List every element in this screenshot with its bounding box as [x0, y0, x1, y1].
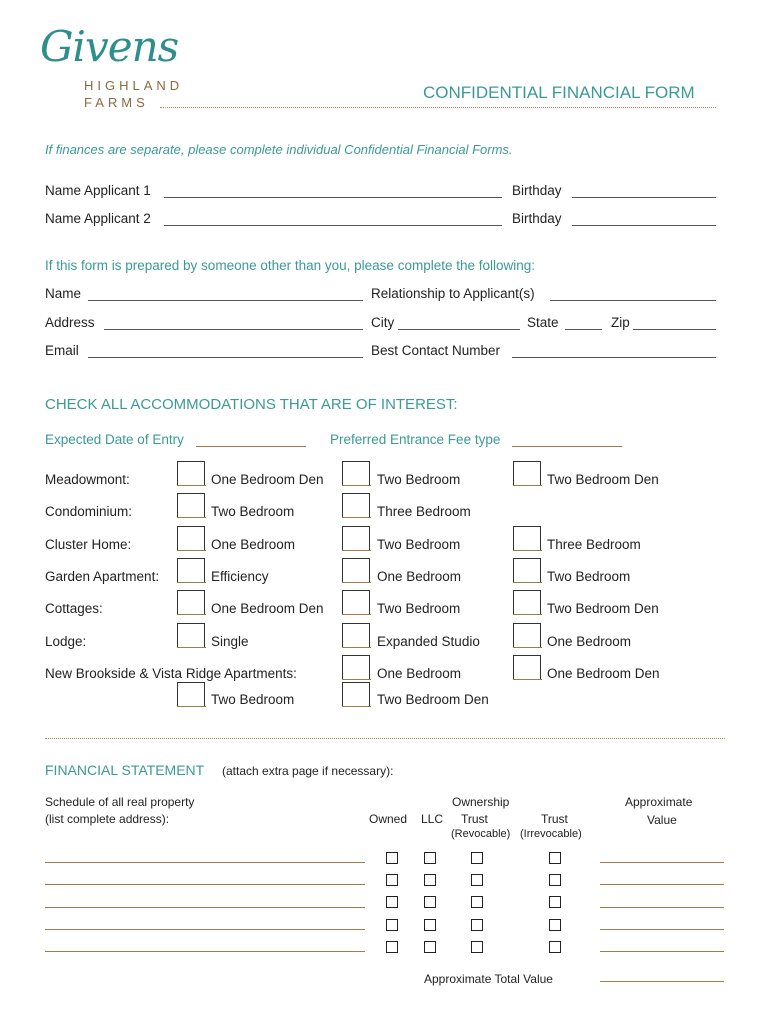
property-address-field[interactable]: [45, 862, 365, 863]
garden-apartment-opt3-checkbox[interactable]: [513, 558, 541, 582]
name-applicant-2-label: Name Applicant 2: [45, 211, 151, 226]
garden-apartment-opt1-checkbox[interactable]: [177, 558, 205, 582]
state-label: State: [527, 315, 559, 330]
preparer-heading: If this form is prepared by someone other than you, please complete the following:: [45, 258, 536, 273]
owned-checkbox[interactable]: [386, 941, 398, 953]
cluster-home-opt1-label: One Bedroom: [211, 537, 296, 552]
cottages-opt1-label: One Bedroom Den: [211, 601, 324, 616]
trust-irrevocable-checkbox[interactable]: [549, 896, 561, 908]
cottages-label: Cottages:: [45, 601, 103, 616]
property-value-field[interactable]: [600, 884, 724, 885]
condominium-opt2-checkbox[interactable]: [342, 493, 370, 517]
section-divider: [45, 738, 725, 739]
brookside-vista-opt2-label: One Bedroom Den: [547, 666, 660, 681]
property-value-field[interactable]: [600, 907, 724, 908]
entrance-fee-label: Preferred Entrance Fee type: [330, 432, 501, 447]
meadowmont-opt3-checkbox[interactable]: [513, 461, 541, 485]
brookside-vista-opt1-label: One Bedroom: [377, 666, 462, 681]
cottages-opt1-checkbox[interactable]: [177, 590, 205, 614]
total-value-field[interactable]: [600, 981, 724, 982]
owned-header: Owned: [369, 812, 408, 826]
cluster-home-opt3-checkbox[interactable]: [513, 526, 541, 550]
garden-apartment-opt2-label: One Bedroom: [377, 569, 462, 584]
garden-apartment-opt3-label: Two Bedroom: [547, 569, 631, 584]
llc-header: LLC: [421, 812, 444, 826]
meadowmont-opt1-checkbox[interactable]: [177, 461, 205, 485]
brookside-vista-label: New Brookside & Vista Ridge Apartments:: [45, 666, 297, 681]
trust-revocable-header: Trust: [461, 812, 488, 826]
property-value-field[interactable]: [600, 862, 724, 863]
meadowmont-opt2-label: Two Bedroom: [377, 472, 461, 487]
trust-revocable-checkbox[interactable]: [471, 852, 483, 864]
lodge-opt1-checkbox[interactable]: [177, 623, 205, 647]
meadowmont-opt1-label: One Bedroom Den: [211, 472, 324, 487]
email-field[interactable]: [88, 357, 363, 358]
condominium-opt1-label: Two Bedroom: [211, 504, 295, 519]
owned-checkbox[interactable]: [386, 919, 398, 931]
ownership-header: Ownership: [452, 795, 510, 809]
cluster-home-label: Cluster Home:: [45, 537, 132, 552]
address-field[interactable]: [104, 329, 363, 330]
city-field[interactable]: [398, 329, 520, 330]
value-header: Value: [647, 813, 677, 827]
zip-field[interactable]: [633, 329, 716, 330]
brookside-vista-opt3-checkbox[interactable]: [177, 682, 205, 706]
email-label: Email: [45, 343, 79, 358]
llc-checkbox[interactable]: [424, 852, 436, 864]
lodge-opt3-label: One Bedroom: [547, 634, 632, 649]
llc-checkbox[interactable]: [424, 874, 436, 886]
financial-heading-note: (attach extra page if necessary):: [222, 764, 394, 778]
brookside-vista-opt2-checkbox[interactable]: [513, 655, 541, 679]
address-label: Address: [45, 315, 95, 330]
brookside-vista-opt4-checkbox[interactable]: [342, 682, 370, 706]
garden-apartment-opt2-checkbox[interactable]: [342, 558, 370, 582]
accommodations-heading: CHECK ALL ACCOMMODATIONS THAT ARE OF INTEREST:: [45, 396, 458, 413]
lodge-opt1-label: Single: [211, 634, 249, 649]
preparer-name-label: Name: [45, 286, 82, 301]
cottages-opt2-checkbox[interactable]: [342, 590, 370, 614]
property-value-field[interactable]: [600, 929, 724, 930]
cluster-home-opt3-label: Three Bedroom: [547, 537, 641, 552]
trust-revocable-checkbox[interactable]: [471, 896, 483, 908]
schedule-note: (list complete address):: [45, 812, 170, 826]
schedule-label: Schedule of all real property: [45, 795, 195, 809]
brookside-vista-opt4-label: Two Bedroom Den: [377, 692, 489, 707]
garden-apartment-opt1-label: Efficiency: [211, 569, 269, 584]
trust-irrevocable-header: Trust: [541, 812, 568, 826]
property-value-field[interactable]: [600, 951, 724, 952]
birthday-2-label: Birthday: [512, 211, 562, 226]
lodge-opt2-label: Expanded Studio: [377, 634, 480, 649]
preparer-name-field[interactable]: [88, 300, 363, 301]
lodge-label: Lodge:: [45, 634, 87, 649]
owned-checkbox[interactable]: [386, 852, 398, 864]
cluster-home-opt1-checkbox[interactable]: [177, 526, 205, 550]
name-applicant-2-field[interactable]: [164, 225, 502, 226]
cottages-opt3-label: Two Bedroom Den: [547, 601, 659, 616]
logo-script: Givens: [40, 22, 179, 71]
logo-line1: HIGHLAND: [84, 78, 184, 93]
owned-checkbox[interactable]: [386, 896, 398, 908]
cottages-opt2-label: Two Bedroom: [377, 601, 461, 616]
garden-apartment-label: Garden Apartment:: [45, 569, 160, 584]
birthday-2-field[interactable]: [572, 225, 716, 226]
condominium-opt1-checkbox[interactable]: [177, 493, 205, 517]
expected-date-label: Expected Date of Entry: [45, 432, 184, 447]
llc-checkbox[interactable]: [424, 941, 436, 953]
title-divider: [160, 107, 716, 108]
trust-irrevocable-checkbox[interactable]: [549, 919, 561, 931]
lodge-opt3-checkbox[interactable]: [513, 623, 541, 647]
meadowmont-label: Meadowmont:: [45, 472, 130, 487]
entrance-fee-field[interactable]: [512, 446, 622, 447]
property-address-field[interactable]: [45, 951, 365, 952]
logo: [40, 22, 210, 112]
meadowmont-opt2-checkbox[interactable]: [342, 461, 370, 485]
city-label: City: [371, 315, 395, 330]
best-contact-label: Best Contact Number: [371, 343, 501, 358]
lodge-opt2-checkbox[interactable]: [342, 623, 370, 647]
birthday-1-label: Birthday: [512, 183, 562, 198]
relationship-label: Relationship to Applicant(s): [371, 286, 535, 301]
trust-revocable-checkbox[interactable]: [471, 874, 483, 886]
approximate-header: Approximate: [625, 795, 693, 809]
cottages-opt3-checkbox[interactable]: [513, 590, 541, 614]
trust-irrevocable-checkbox[interactable]: [549, 852, 561, 864]
cluster-home-opt2-checkbox[interactable]: [342, 526, 370, 550]
property-address-field[interactable]: [45, 929, 365, 930]
trust-irrevocable-checkbox[interactable]: [549, 941, 561, 953]
birthday-1-field[interactable]: [572, 197, 716, 198]
relationship-field[interactable]: [550, 300, 716, 301]
expected-date-field[interactable]: [196, 446, 306, 447]
trust-irrevocable-checkbox[interactable]: [549, 874, 561, 886]
financial-heading: FINANCIAL STATEMENT: [45, 762, 205, 778]
form-title: CONFIDENTIAL FINANCIAL FORM: [423, 83, 695, 102]
trust-revocable-checkbox[interactable]: [471, 941, 483, 953]
condominium-opt2-label: Three Bedroom: [377, 504, 471, 519]
zip-label: Zip: [611, 315, 630, 330]
logo-line2: FARMS: [84, 95, 149, 110]
llc-checkbox[interactable]: [424, 919, 436, 931]
brookside-vista-opt1-checkbox[interactable]: [342, 655, 370, 679]
meadowmont-opt3-label: Two Bedroom Den: [547, 472, 659, 487]
name-applicant-1-label: Name Applicant 1: [45, 183, 151, 198]
trust-revocable-checkbox[interactable]: [471, 919, 483, 931]
owned-checkbox[interactable]: [386, 874, 398, 886]
revocable-header: (Revocable): [451, 828, 511, 840]
property-address-field[interactable]: [45, 884, 365, 885]
name-applicant-1-field[interactable]: [164, 197, 502, 198]
irrevocable-header: (Irrevocable): [520, 828, 582, 840]
llc-checkbox[interactable]: [424, 896, 436, 908]
cluster-home-opt2-label: Two Bedroom: [377, 537, 461, 552]
state-field[interactable]: [565, 329, 602, 330]
brookside-vista-opt3-label: Two Bedroom: [211, 692, 295, 707]
intro-note: If finances are separate, please complete individual Confidential Financial Forms.: [45, 142, 513, 157]
property-address-field[interactable]: [45, 907, 365, 908]
best-contact-field[interactable]: [512, 357, 716, 358]
condominium-label: Condominium:: [45, 504, 133, 519]
total-value-label: Approximate Total Value: [424, 972, 553, 986]
